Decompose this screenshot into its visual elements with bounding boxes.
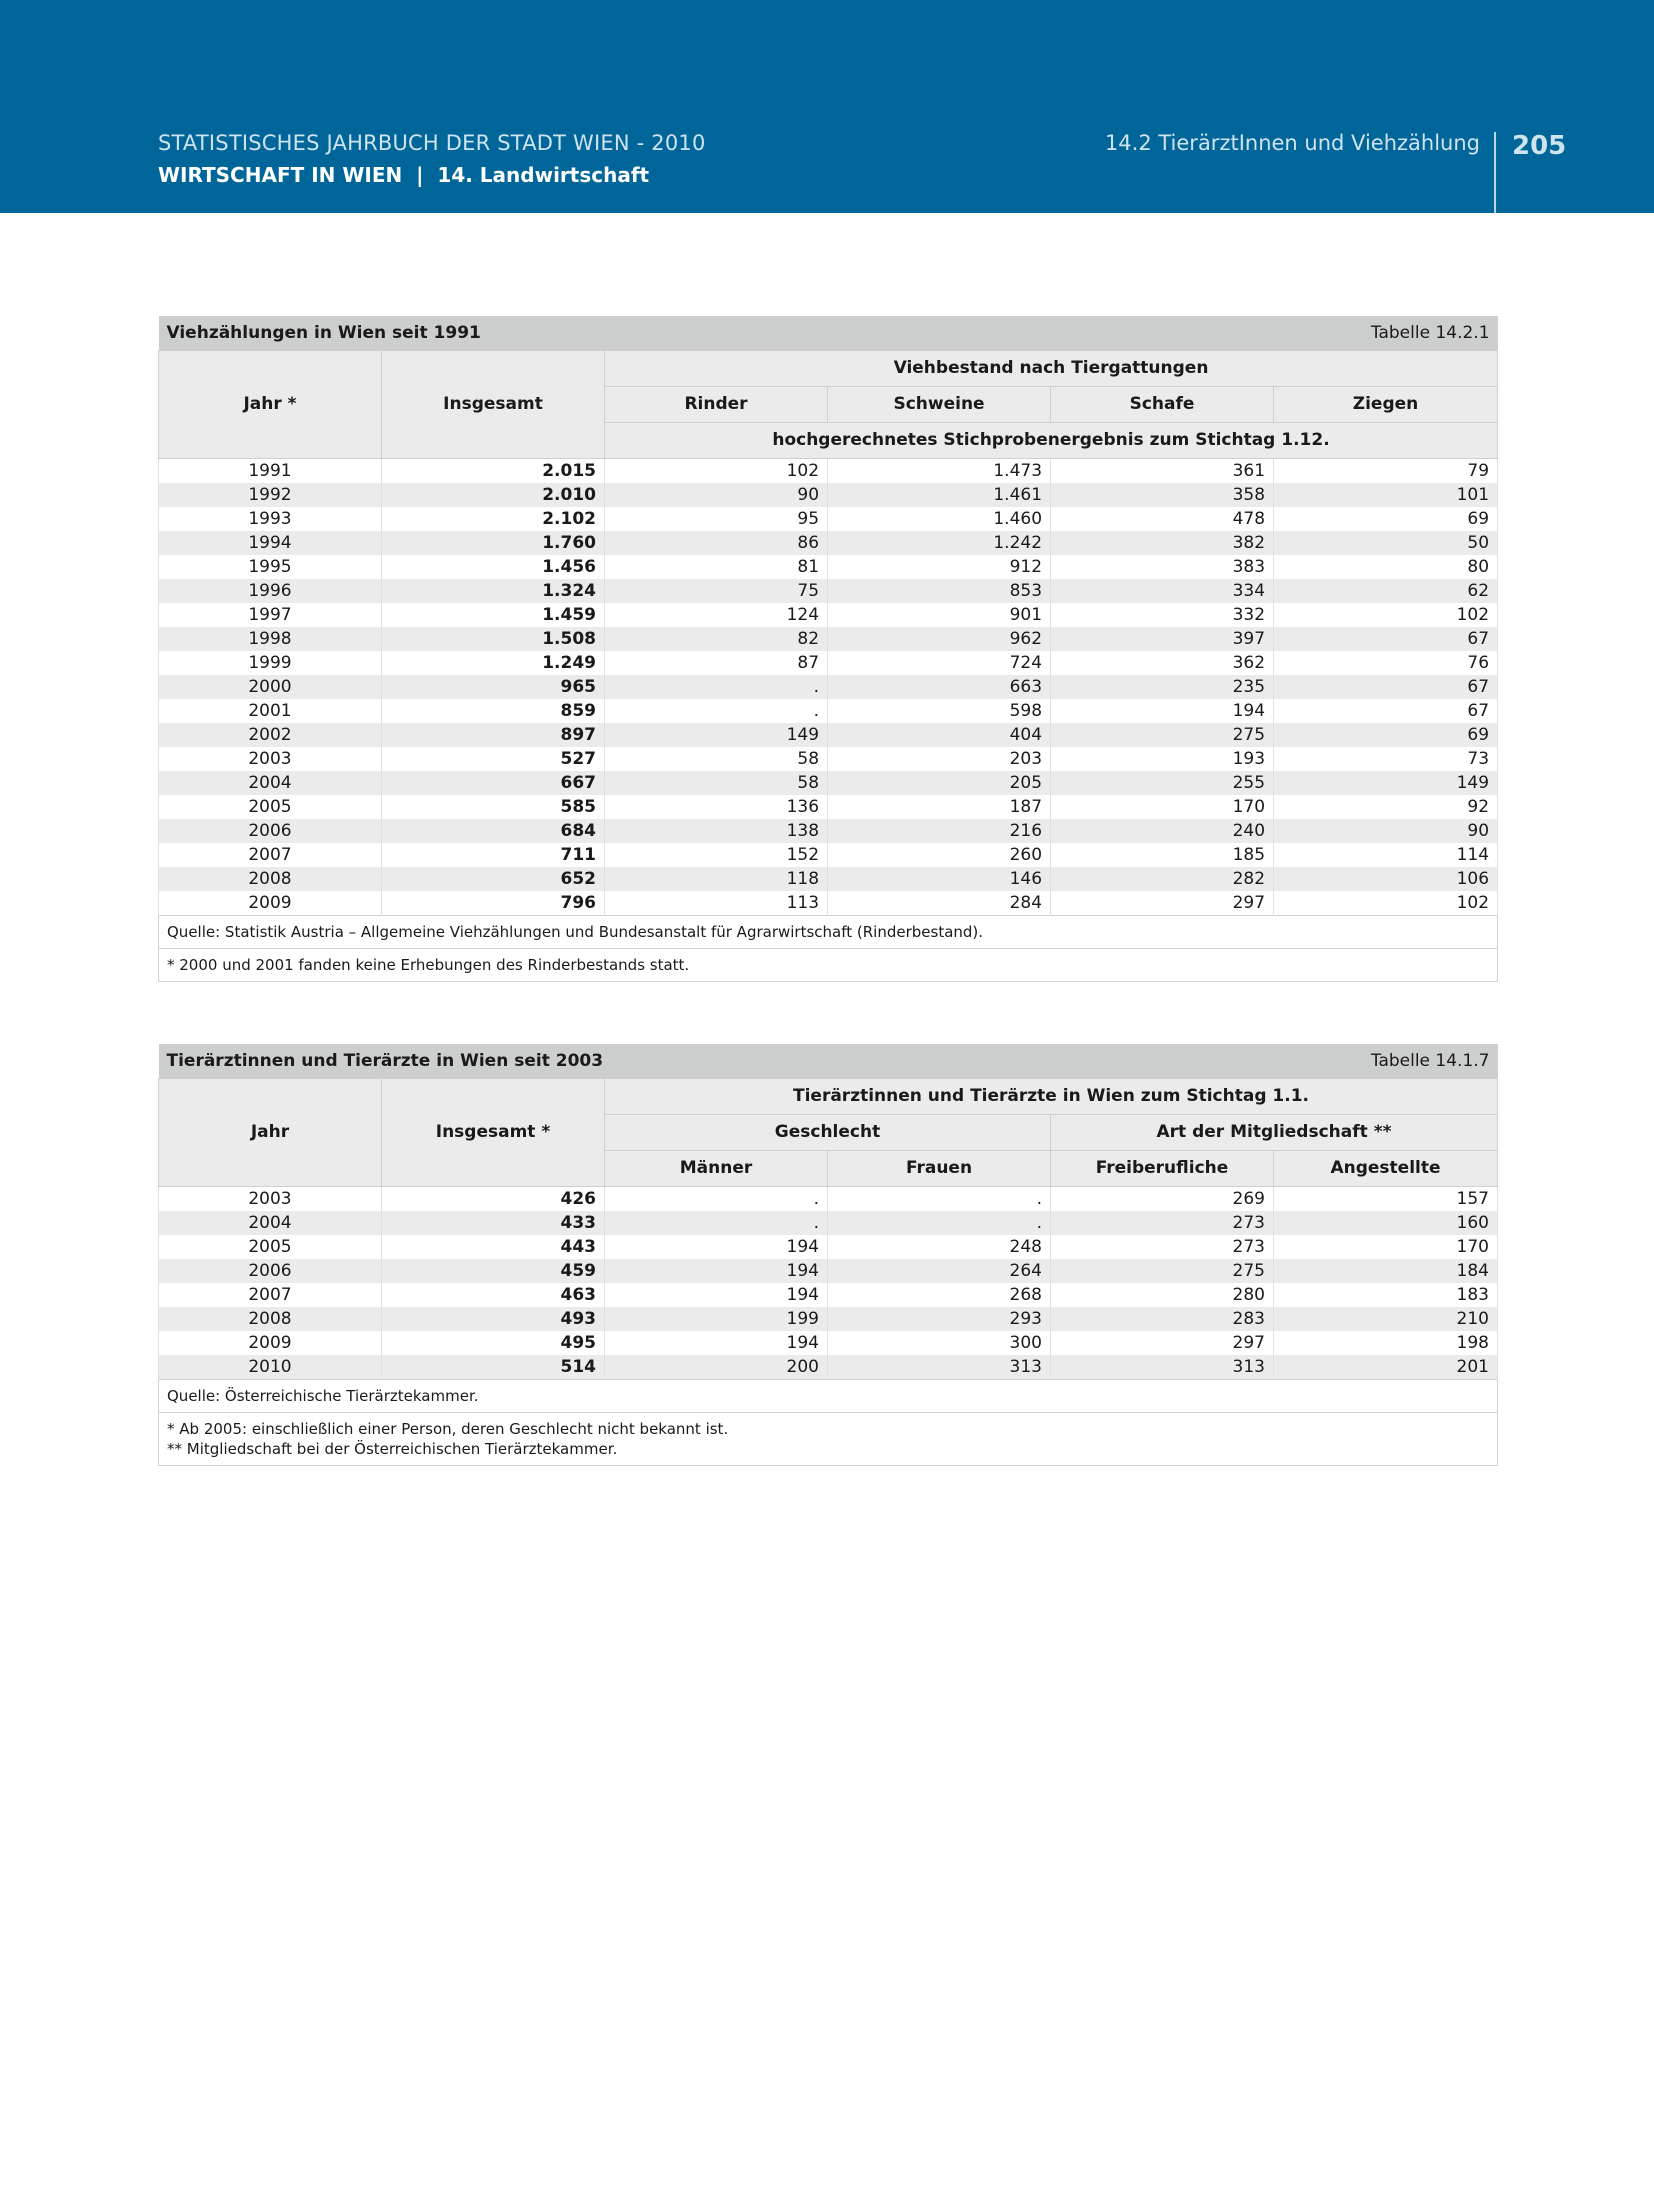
cell-year: 2009 xyxy=(159,891,382,916)
table-cell: 80 xyxy=(1274,555,1498,579)
table-cell: 67 xyxy=(1274,627,1498,651)
table-cell: 113 xyxy=(605,891,828,916)
table-cell: . xyxy=(605,1211,828,1235)
cell-total: 796 xyxy=(382,891,605,916)
table-cell: 50 xyxy=(1274,531,1498,555)
table-row xyxy=(159,1355,1498,1380)
table-cell: . xyxy=(828,1211,1051,1235)
table-cell: 185 xyxy=(1051,843,1274,867)
table-cell: 284 xyxy=(828,891,1051,916)
table-row xyxy=(159,867,1498,891)
table-cell: . xyxy=(605,675,828,699)
table-cell: 86 xyxy=(605,531,828,555)
table-cell: 114 xyxy=(1274,843,1498,867)
table-cell: 87 xyxy=(605,651,828,675)
col-header-freiberufliche: Freiberufliche xyxy=(1051,1150,1274,1186)
table-cell: 1.460 xyxy=(828,507,1051,531)
cell-total: 859 xyxy=(382,699,605,723)
cell-year: 1992 xyxy=(159,483,382,507)
cell-total: 2.010 xyxy=(382,483,605,507)
table-cell: 69 xyxy=(1274,507,1498,531)
cell-total: 433 xyxy=(382,1211,605,1235)
topic-title: 14.2 TierärztInnen und Viehzählung xyxy=(1104,131,1480,155)
table-cell: 102 xyxy=(605,458,828,483)
table-cell: 332 xyxy=(1051,603,1274,627)
table-cell: 183 xyxy=(1274,1283,1498,1307)
table-cell: 170 xyxy=(1051,795,1274,819)
table-cell: 235 xyxy=(1051,675,1274,699)
table-cell: 200 xyxy=(605,1355,828,1380)
table-cell: 194 xyxy=(605,1283,828,1307)
table-cell: 76 xyxy=(1274,651,1498,675)
cell-total: 897 xyxy=(382,723,605,747)
table-cell: 92 xyxy=(1274,795,1498,819)
table-cell: 160 xyxy=(1274,1211,1498,1235)
table-cell: 79 xyxy=(1274,458,1498,483)
table-cell: 198 xyxy=(1274,1331,1498,1355)
table-row xyxy=(159,843,1498,867)
cell-total: 495 xyxy=(382,1331,605,1355)
col-header-maenner: Männer xyxy=(605,1150,828,1186)
cell-total: 667 xyxy=(382,771,605,795)
table-number: Tabelle 14.1.7 xyxy=(1370,1050,1490,1071)
cell-year: 2000 xyxy=(159,675,382,699)
table-cell: 90 xyxy=(1274,819,1498,843)
cell-year: 2005 xyxy=(159,795,382,819)
cell-total: 459 xyxy=(382,1259,605,1283)
cell-total: 443 xyxy=(382,1235,605,1259)
table-cell: 95 xyxy=(605,507,828,531)
table-row xyxy=(159,1307,1498,1331)
cell-year: 2003 xyxy=(159,1186,382,1211)
page-number: 205 xyxy=(1512,131,1567,161)
table-cell: 478 xyxy=(1051,507,1274,531)
table-cell: 73 xyxy=(1274,747,1498,771)
cell-total: 1.508 xyxy=(382,627,605,651)
cell-year: 2004 xyxy=(159,771,382,795)
table-cell: . xyxy=(605,1186,828,1211)
table-row xyxy=(159,1211,1498,1235)
table-cell: 273 xyxy=(1051,1211,1274,1235)
table-cell: 101 xyxy=(1274,483,1498,507)
table-cell: 912 xyxy=(828,555,1051,579)
table-cell: 273 xyxy=(1051,1235,1274,1259)
table-cell: 248 xyxy=(828,1235,1051,1259)
cell-year: 1995 xyxy=(159,555,382,579)
table-cell: 75 xyxy=(605,579,828,603)
table-cell: 102 xyxy=(1274,603,1498,627)
footnote-1: * Ab 2005: einschließlich einer Person, deren Geschlecht nicht bekannt ist. xyxy=(167,1419,729,1438)
table-cell: 67 xyxy=(1274,675,1498,699)
cell-total: 1.456 xyxy=(382,555,605,579)
table-cell: 216 xyxy=(828,819,1051,843)
cell-total: 1.324 xyxy=(382,579,605,603)
table-row xyxy=(159,1235,1498,1259)
cell-total: 585 xyxy=(382,795,605,819)
table-cell: 313 xyxy=(1051,1355,1274,1380)
table-cell: 82 xyxy=(605,627,828,651)
table-cell: 358 xyxy=(1051,483,1274,507)
col-header-schweine: Schweine xyxy=(828,386,1051,422)
col-header-schafe: Schafe xyxy=(1051,386,1274,422)
table-cell: 361 xyxy=(1051,458,1274,483)
table-cell: 297 xyxy=(1051,891,1274,916)
table-cell: 194 xyxy=(1051,699,1274,723)
table-cell: 193 xyxy=(1051,747,1274,771)
cell-year: 2001 xyxy=(159,699,382,723)
cell-year: 2009 xyxy=(159,1331,382,1355)
table-cell: 170 xyxy=(1274,1235,1498,1259)
table-row xyxy=(159,1186,1498,1211)
col-header-ziegen: Ziegen xyxy=(1274,386,1498,422)
col-header-total: Insgesamt xyxy=(382,350,605,458)
table-cell: 106 xyxy=(1274,867,1498,891)
table-cell: 901 xyxy=(828,603,1051,627)
cell-year: 1991 xyxy=(159,458,382,483)
table-cell: 149 xyxy=(1274,771,1498,795)
table-cell: 962 xyxy=(828,627,1051,651)
cell-year: 1993 xyxy=(159,507,382,531)
publication-title: STATISTISCHES JAHRBUCH DER STADT WIEN - 2010 xyxy=(158,131,706,155)
table-cell: 598 xyxy=(828,699,1051,723)
cell-total: 426 xyxy=(382,1186,605,1211)
table-row xyxy=(159,1283,1498,1307)
table-row xyxy=(159,555,1498,579)
cell-total: 711 xyxy=(382,843,605,867)
table-cell: 90 xyxy=(605,483,828,507)
table-cell: 383 xyxy=(1051,555,1274,579)
table-title: Viehzählungen in Wien seit 1991 xyxy=(166,322,481,343)
table-cell: 152 xyxy=(605,843,828,867)
table-row xyxy=(159,675,1498,699)
table-cell: 81 xyxy=(605,555,828,579)
cell-year: 2007 xyxy=(159,843,382,867)
table-cell: 264 xyxy=(828,1259,1051,1283)
table-cell: 149 xyxy=(605,723,828,747)
table-veterinarians xyxy=(158,1044,1496,1466)
header-divider xyxy=(1494,132,1496,213)
table-source: Quelle: Österreichische Tierärztekammer. xyxy=(159,1379,1498,1412)
table-cell: 194 xyxy=(605,1235,828,1259)
table-cell: 397 xyxy=(1051,627,1274,651)
table-row xyxy=(159,795,1498,819)
table-cell: 194 xyxy=(605,1331,828,1355)
table-body xyxy=(159,1186,1498,1379)
table-number: Tabelle 14.2.1 xyxy=(1370,322,1490,343)
table-source: Quelle: Statistik Austria – Allgemeine Viehzählungen und Bundesanstalt für Agrarwirtschaft (Rinderbestand). xyxy=(159,915,1498,948)
table-livestock xyxy=(158,316,1496,982)
cell-total: 493 xyxy=(382,1307,605,1331)
page-header xyxy=(0,0,1654,213)
table-row xyxy=(159,747,1498,771)
table-cell: 136 xyxy=(605,795,828,819)
table-row xyxy=(159,651,1498,675)
cell-year: 2008 xyxy=(159,1307,382,1331)
cell-total: 514 xyxy=(382,1355,605,1380)
table-cell: 1.473 xyxy=(828,458,1051,483)
table-row xyxy=(159,891,1498,916)
table-cell: 199 xyxy=(605,1307,828,1331)
table-row xyxy=(159,603,1498,627)
cell-year: 2006 xyxy=(159,1259,382,1283)
table-cell: 269 xyxy=(1051,1186,1274,1211)
table-row xyxy=(159,723,1498,747)
table-cell: 194 xyxy=(605,1259,828,1283)
table-cell: 313 xyxy=(828,1355,1051,1380)
cell-year: 2005 xyxy=(159,1235,382,1259)
table-cell: 138 xyxy=(605,819,828,843)
cell-total: 2.015 xyxy=(382,458,605,483)
table-cell: 58 xyxy=(605,747,828,771)
cell-total: 652 xyxy=(382,867,605,891)
cell-total: 1.249 xyxy=(382,651,605,675)
table-title: Tierärztinnen und Tierärzte in Wien seit 2003 xyxy=(166,1050,604,1071)
table-cell: 293 xyxy=(828,1307,1051,1331)
table-cell: 255 xyxy=(1051,771,1274,795)
table-row xyxy=(159,627,1498,651)
table-footnotes xyxy=(159,1412,1498,1465)
cell-total: 684 xyxy=(382,819,605,843)
cell-year: 1997 xyxy=(159,603,382,627)
table-cell: 58 xyxy=(605,771,828,795)
table-cell: 201 xyxy=(1274,1355,1498,1380)
table-cell: 268 xyxy=(828,1283,1051,1307)
table-row xyxy=(159,531,1498,555)
table-cell: . xyxy=(605,699,828,723)
table-row xyxy=(159,699,1498,723)
table-cell: 210 xyxy=(1274,1307,1498,1331)
col-header-rinder: Rinder xyxy=(605,386,828,422)
table-cell: 146 xyxy=(828,867,1051,891)
table-cell: 240 xyxy=(1051,819,1274,843)
col-group-gender: Geschlecht xyxy=(605,1114,1051,1150)
table-cell: 724 xyxy=(828,651,1051,675)
col-header-frauen: Frauen xyxy=(828,1150,1051,1186)
table-cell: 187 xyxy=(828,795,1051,819)
table-cell: 67 xyxy=(1274,699,1498,723)
table-cell: 280 xyxy=(1051,1283,1274,1307)
table-cell: 184 xyxy=(1274,1259,1498,1283)
section-title: WIRTSCHAFT IN WIEN | 14. Landwirtschaft xyxy=(158,163,650,187)
table-cell: 334 xyxy=(1051,579,1274,603)
table-cell: 157 xyxy=(1274,1186,1498,1211)
cell-year: 1996 xyxy=(159,579,382,603)
table-row xyxy=(159,458,1498,483)
col-group-header: Viehbestand nach Tiergattungen xyxy=(605,350,1498,386)
table-body xyxy=(159,458,1498,915)
table-row xyxy=(159,483,1498,507)
table-cell: 853 xyxy=(828,579,1051,603)
cell-total: 2.102 xyxy=(382,507,605,531)
cell-year: 1999 xyxy=(159,651,382,675)
table-title-row xyxy=(159,316,1498,350)
table-cell: 62 xyxy=(1274,579,1498,603)
col-group-header: Tierärztinnen und Tierärzte in Wien zum Stichtag 1.1. xyxy=(605,1078,1498,1114)
table-row xyxy=(159,507,1498,531)
table-row xyxy=(159,1331,1498,1355)
table-row xyxy=(159,579,1498,603)
table-cell: 275 xyxy=(1051,723,1274,747)
table-cell: 1.461 xyxy=(828,483,1051,507)
cell-year: 2004 xyxy=(159,1211,382,1235)
cell-total: 965 xyxy=(382,675,605,699)
table-cell: 124 xyxy=(605,603,828,627)
cell-year: 2008 xyxy=(159,867,382,891)
table-row xyxy=(159,819,1498,843)
table-cell: 282 xyxy=(1051,867,1274,891)
table-row xyxy=(159,771,1498,795)
table-footnote: * 2000 und 2001 fanden keine Erhebungen des Rinderbestands statt. xyxy=(159,948,1498,981)
table-cell: 382 xyxy=(1051,531,1274,555)
cell-year: 2006 xyxy=(159,819,382,843)
table-cell: 260 xyxy=(828,843,1051,867)
table-cell: 404 xyxy=(828,723,1051,747)
table-cell: 275 xyxy=(1051,1259,1274,1283)
footnote-2: ** Mitgliedschaft bei der Österreichischen Tierärztekammer. xyxy=(167,1439,618,1458)
table-cell: 1.242 xyxy=(828,531,1051,555)
table-cell: 203 xyxy=(828,747,1051,771)
col-header-year: Jahr xyxy=(159,1078,382,1186)
table-cell: 205 xyxy=(828,771,1051,795)
cell-year: 1994 xyxy=(159,531,382,555)
cell-year: 2002 xyxy=(159,723,382,747)
col-group-membership: Art der Mitgliedschaft ** xyxy=(1051,1114,1498,1150)
table-cell: 118 xyxy=(605,867,828,891)
col-subheader: hochgerechnetes Stichprobenergebnis zum Stichtag 1.12. xyxy=(605,422,1498,458)
table-cell: . xyxy=(828,1186,1051,1211)
cell-year: 1998 xyxy=(159,627,382,651)
table-cell: 300 xyxy=(828,1331,1051,1355)
col-header-year: Jahr * xyxy=(159,350,382,458)
col-header-angestellte: Angestellte xyxy=(1274,1150,1498,1186)
cell-total: 1.760 xyxy=(382,531,605,555)
table-cell: 102 xyxy=(1274,891,1498,916)
table-cell: 69 xyxy=(1274,723,1498,747)
cell-total: 527 xyxy=(382,747,605,771)
table-row xyxy=(159,1259,1498,1283)
table-cell: 283 xyxy=(1051,1307,1274,1331)
table-title-row xyxy=(159,1044,1498,1078)
col-header-total: Insgesamt * xyxy=(382,1078,605,1186)
cell-total: 463 xyxy=(382,1283,605,1307)
table-cell: 663 xyxy=(828,675,1051,699)
cell-year: 2007 xyxy=(159,1283,382,1307)
cell-year: 2010 xyxy=(159,1355,382,1380)
table-cell: 362 xyxy=(1051,651,1274,675)
table-cell: 297 xyxy=(1051,1331,1274,1355)
cell-total: 1.459 xyxy=(382,603,605,627)
cell-year: 2003 xyxy=(159,747,382,771)
